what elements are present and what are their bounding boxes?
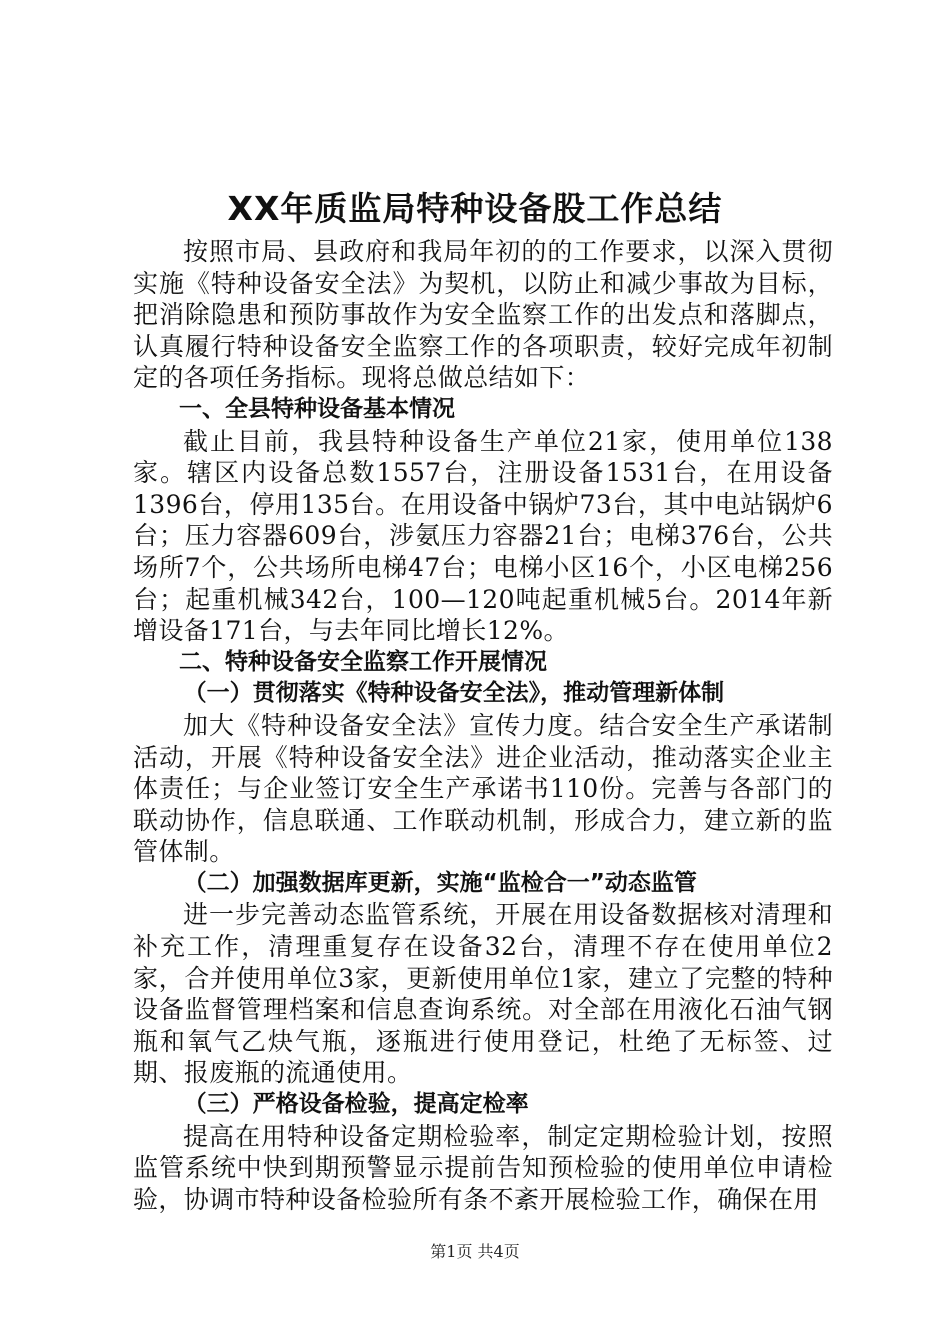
- section-2-heading: 二、特种设备安全监察工作开展情况: [179, 648, 547, 675]
- section-1-paragraph: 截止目前，我县特种设备生产单位21家，使用单位138家。辖区内设备总数1557台，注册设备1531台，在用设备1396台，停用135台。在用设备中锅炉73台，其中电站锅炉6台；压力容器609台，涉氨压力容器21台；电梯376台，公共场所7个，公共场所电梯47台；电梯小区16个，小区电梯256台；起重机械342台，100—120吨起重机械5台。2014年新增设备171台，与去年同比增长12%。: [133, 426, 833, 646]
- section-1-heading: 一、全县特种设备基本情况: [179, 395, 455, 422]
- subsection-2-heading: （二）加强数据库更新，实施“监检合一”动态监管: [183, 869, 697, 896]
- subsection-1-heading: （一）贯彻落实《特种设备安全法》，推动管理新体制: [183, 680, 725, 707]
- subsection-2-paragraph: 进一步完善动态监管系统，开展在用设备数据核对清理和补充工作，清理重复存在设备32台，清理不存在使用单位2家，合并使用单位3家，更新使用单位1家，建立了完整的特种设备监督管理档案和信息查询系统。对全部在用液化石油气钢瓶和氧气乙炔气瓶，逐瓶进行使用登记，杜绝了无标签、过期、报废瓶的流通使用。: [133, 900, 833, 1088]
- page-number-footer: 第1页 共4页: [430, 1242, 520, 1261]
- intro-paragraph: 按照市局、县政府和我局年初的的工作要求，以深入贯彻实施《特种设备安全法》为契机，以防止和减少事故为目标，把消除隐患和预防事故作为安全监察工作的出发点和落脚点，认真履行特种设备安全监察工作的各项职责，较好完成年初制定的各项任务指标。现将总做总结如下：: [133, 237, 833, 393]
- subsection-3-paragraph: 提高在用特种设备定期检验率，制定定期检验计划，按照监管系统中快到期预警显示提前告知预检验的使用单位申请检验，协调市特种设备检验所有条不紊开展检验工作，确保在用: [133, 1121, 833, 1214]
- document-body: [133, 236, 833, 1215]
- document-title: XX年质监局特种设备股工作总结: [227, 189, 723, 228]
- subsection-3-heading: （三）严格设备检验，提高定检率: [183, 1091, 529, 1118]
- subsection-1-paragraph: 加大《特种设备安全法》宣传力度。结合安全生产承诺制活动，开展《特种设备安全法》进企业活动，推动落实企业主体责任；与企业签订安全生产承诺书110份。完善与各部门的联动协作，信息联通、工作联动机制，形成合力，建立新的监管体制。: [133, 710, 833, 867]
